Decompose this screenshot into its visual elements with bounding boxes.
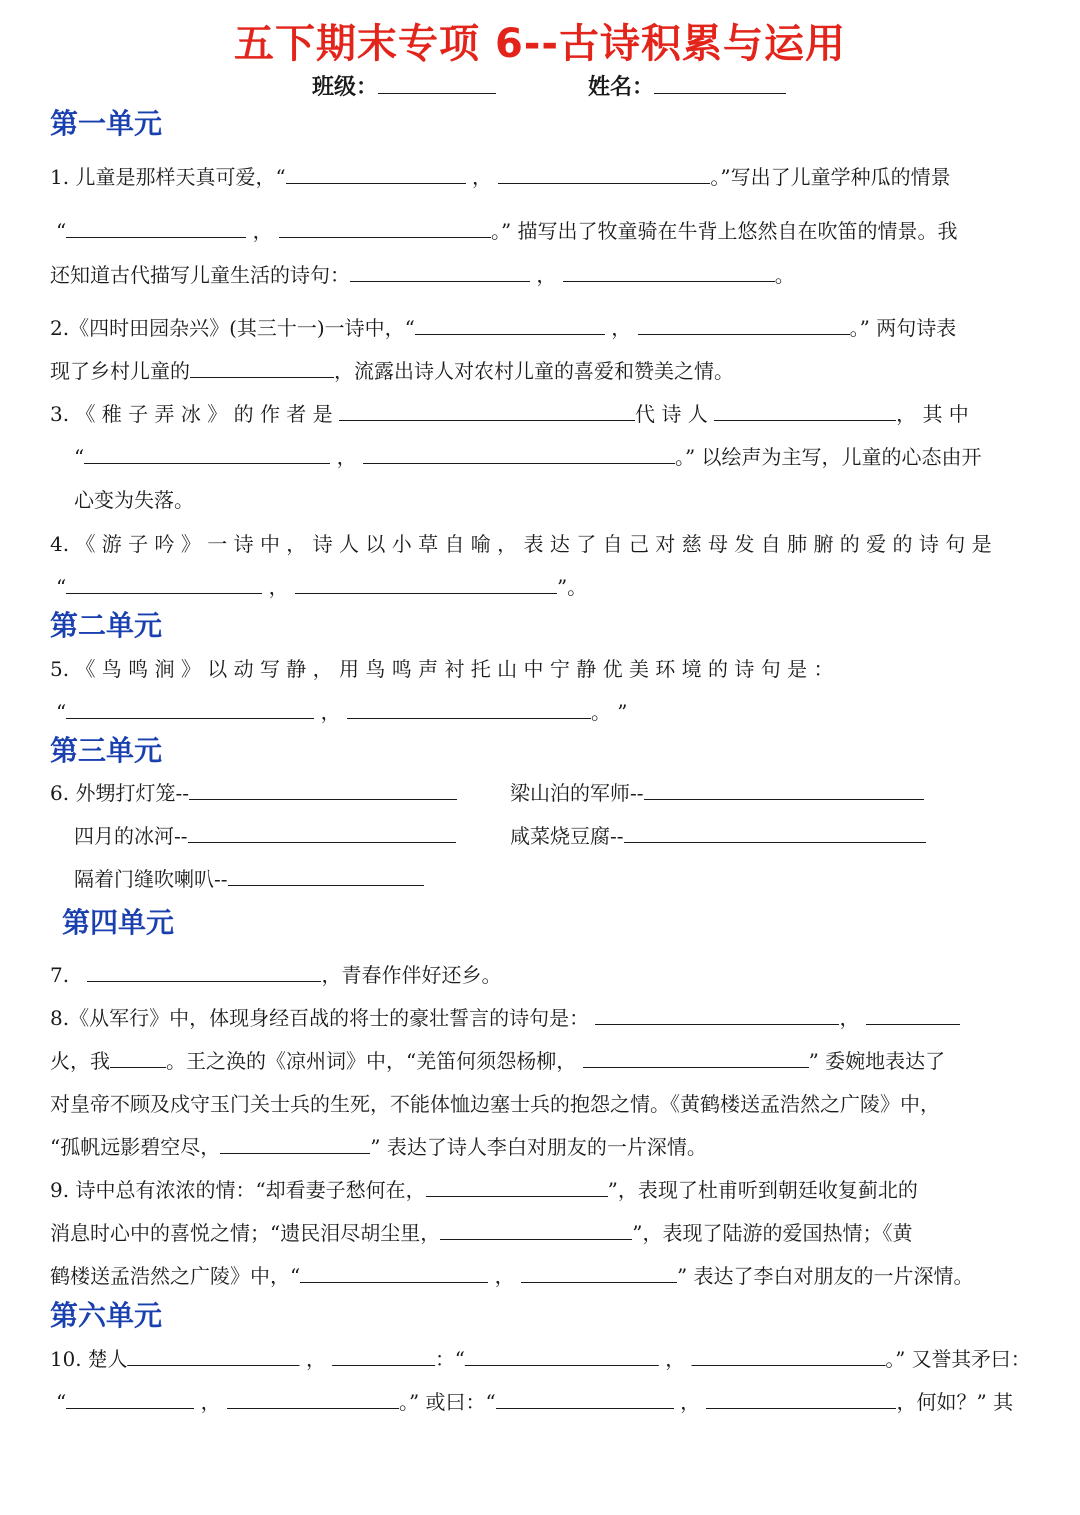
answer-blank[interactable] [465,1345,659,1366]
answer-blank[interactable] [638,314,850,335]
text: 10. 楚人 [50,1347,128,1371]
text: ”。 [556,575,588,599]
answer-blank[interactable] [84,443,330,464]
text: “ [56,219,67,243]
text: “ [56,1390,67,1414]
text: ， [320,700,341,724]
answer-blank[interactable] [498,163,710,184]
answer-blank[interactable] [87,961,321,982]
question-8-line-1 [50,1004,960,1032]
question-1-line-3 [50,261,795,289]
answer-blank[interactable] [339,400,635,421]
text: 代 诗 人 [635,402,708,426]
text: 四月的冰河-- [74,824,188,848]
unit-heading-1: 第一单元 [50,107,163,140]
text: 4. 《 游 子 吟 》 一 诗 中 ， 诗 人 以 小 草 自 喻 ， 表 达 了 自 己 对 慈 母 发 自 肺 腑 的 爱 的 诗 句 是 [50,532,992,556]
text: ，何如？” 其 [896,1390,1014,1414]
class-blank[interactable] [378,73,496,94]
question-1-line-1 [50,163,951,191]
answer-blank[interactable] [66,1388,194,1409]
text: ，流露出诗人对农村儿童的喜爱和赞美之情。 [334,359,734,383]
answer-blank[interactable] [521,1262,677,1283]
text: 鹤楼送孟浩然之广陵》中，“ [50,1264,301,1288]
text: 现了乡村儿童的 [50,359,190,383]
question-6-item-4 [510,822,926,850]
answer-blank[interactable] [189,779,457,800]
text: 。” 描写出了牧童骑在牛背上悠然自在吹笛的情景。我 [490,219,958,243]
text: 隔着门缝吹喇叭-- [74,867,228,891]
answer-blank[interactable] [66,698,314,719]
text: ，青春作伴好还乡。 [321,963,502,987]
answer-blank[interactable] [279,217,491,238]
text: 。” 两句诗表 [849,316,957,340]
text: 6. 外甥打灯笼-- [50,781,189,805]
question-4-line-1 [50,530,992,558]
question-3-line-1 [50,400,969,428]
question-6-item-3 [74,822,456,850]
answer-blank[interactable] [415,314,605,335]
question-9-line-3 [50,1262,974,1290]
text: 5. 《 鸟 鸣 涧 》 以 动 写 静 ， 用 鸟 鸣 声 衬 托 山 中 宁 静 优 美 环 境 的 诗 句 是 ： [50,657,834,681]
text: 3. 《 稚 子 弄 冰 》 的 作 者 是 [50,402,333,426]
answer-blank[interactable] [227,1388,399,1409]
text: ， [305,1347,326,1371]
answer-blank[interactable] [563,261,775,282]
question-10-line-1 [50,1345,1031,1373]
question-3-line-3 [74,486,194,514]
answer-blank[interactable] [300,1262,488,1283]
text: ， [611,316,632,340]
answer-blank[interactable] [426,1176,608,1197]
text: ， [472,165,493,189]
text: 。 [774,263,795,287]
unit-heading-4: 第四单元 [62,906,175,939]
text: 消息时心中的喜悦之情；“遗民泪尽胡尘里， [50,1221,441,1245]
text: ” 委婉地表达了 [808,1049,946,1073]
answer-blank[interactable] [66,573,262,594]
question-6-item-1 [50,779,457,807]
text: ， [336,445,357,469]
text: 。” 以绘声为主写，儿童的心态由开 [674,445,982,469]
question-3-line-2 [74,443,982,471]
answer-blank[interactable] [110,1047,166,1068]
text: 。 ” [590,700,628,724]
answer-blank[interactable] [350,261,530,282]
text: ， [200,1390,221,1414]
text: ” 表达了李白对朋友的一片深情。 [676,1264,974,1288]
text: 对皇帝不顾及戍守玉门关士兵的生死，不能体恤边塞士兵的抱怨之情。《黄鹤楼送孟浩然之广陵》中， [50,1092,940,1116]
answer-blank[interactable] [295,573,557,594]
text: 2.《四时田园杂兴》(其三十一)一诗中，“ [50,316,415,340]
text: ” 表达了诗人李白对朋友的一片深情。 [370,1135,707,1159]
question-8-line-4 [50,1133,707,1161]
text: “ [56,575,67,599]
answer-blank[interactable] [714,400,896,421]
answer-blank[interactable] [127,1345,299,1366]
answer-blank[interactable] [691,1345,885,1366]
text: 1. 儿童是那样天真可爱，“ [50,165,286,189]
text: ， 其 中 [896,402,969,426]
question-10-line-2 [56,1388,1013,1416]
text: ”，表现了杜甫听到朝廷收复蓟北的 [607,1178,918,1202]
text: 还知道古代描写儿童生活的诗句： [50,263,350,287]
answer-blank[interactable] [190,357,334,378]
name-field [588,70,786,101]
class-field [312,70,496,101]
text: ”，表现了陆游的爱国热情；《黄 [632,1221,913,1245]
answer-blank[interactable] [440,1219,632,1240]
text: 心变为失落。 [74,488,194,512]
question-8-line-3 [50,1090,940,1118]
answer-blank[interactable] [188,822,456,843]
text: 9. 诗中总有浓浓的情：“却看妻子愁何在， [50,1178,426,1202]
question-1-line-2 [56,217,958,245]
text: “孤帆远影碧空尽， [50,1135,221,1159]
text: 8.《从军行》中，体现身经百战的将士的豪壮誓言的诗句是： [50,1006,590,1030]
answer-blank[interactable] [347,698,591,719]
answer-blank[interactable] [220,1133,370,1154]
unit-heading-2: 第二单元 [50,609,163,642]
question-7 [50,961,501,989]
answer-blank[interactable] [332,1345,435,1366]
question-2-line-2 [50,357,734,385]
question-2-line-1 [50,314,956,342]
question-5-line-1 [50,655,833,683]
text: ， [665,1347,686,1371]
question-9-line-2 [50,1219,912,1247]
text: “ [56,700,67,724]
answer-blank[interactable] [644,779,924,800]
unit-heading-6: 第六单元 [50,1299,163,1332]
text: 。王之涣的《凉州词》中，“羌笛何须怨杨柳， [166,1049,577,1073]
question-6-item-5 [74,865,424,893]
text: 梁山泊的军师-- [510,781,644,805]
text: 。” 或曰：“ [398,1390,496,1414]
question-8-line-2 [50,1047,945,1075]
text: ， [839,1006,860,1030]
text: 。”写出了儿童学种瓜的情景 [710,165,951,189]
answer-blank[interactable] [595,1004,839,1025]
name-blank[interactable] [654,73,786,94]
question-6-item-2 [510,779,924,807]
text: 咸菜烧豆腐-- [510,824,624,848]
worksheet-title: 五下期末专项 6--古诗积累与运用 [234,21,846,67]
question-4-line-2 [56,573,587,601]
text: ：“ [435,1347,465,1371]
text: ， [494,1264,515,1288]
answer-blank[interactable] [866,1004,960,1025]
text: ， [268,575,289,599]
text: 火，我 [50,1049,110,1073]
name-label: 姓名： [588,75,655,100]
text: ， [536,263,557,287]
answer-blank[interactable] [363,443,675,464]
text: 7. [50,963,70,987]
text: ， [252,219,273,243]
class-label: 班级： [312,75,379,100]
question-9-line-1 [50,1176,918,1204]
answer-blank[interactable] [583,1047,809,1068]
text: “ [74,445,85,469]
question-5-line-2 [56,698,628,726]
answer-blank[interactable] [286,163,466,184]
answer-blank[interactable] [496,1388,674,1409]
answer-blank[interactable] [706,1388,896,1409]
answer-blank[interactable] [228,865,424,886]
text: 。” 又誉其矛曰： [885,1347,1031,1371]
answer-blank[interactable] [624,822,926,843]
unit-heading-3: 第三单元 [50,734,163,767]
text: ， [680,1390,701,1414]
answer-blank[interactable] [66,217,246,238]
